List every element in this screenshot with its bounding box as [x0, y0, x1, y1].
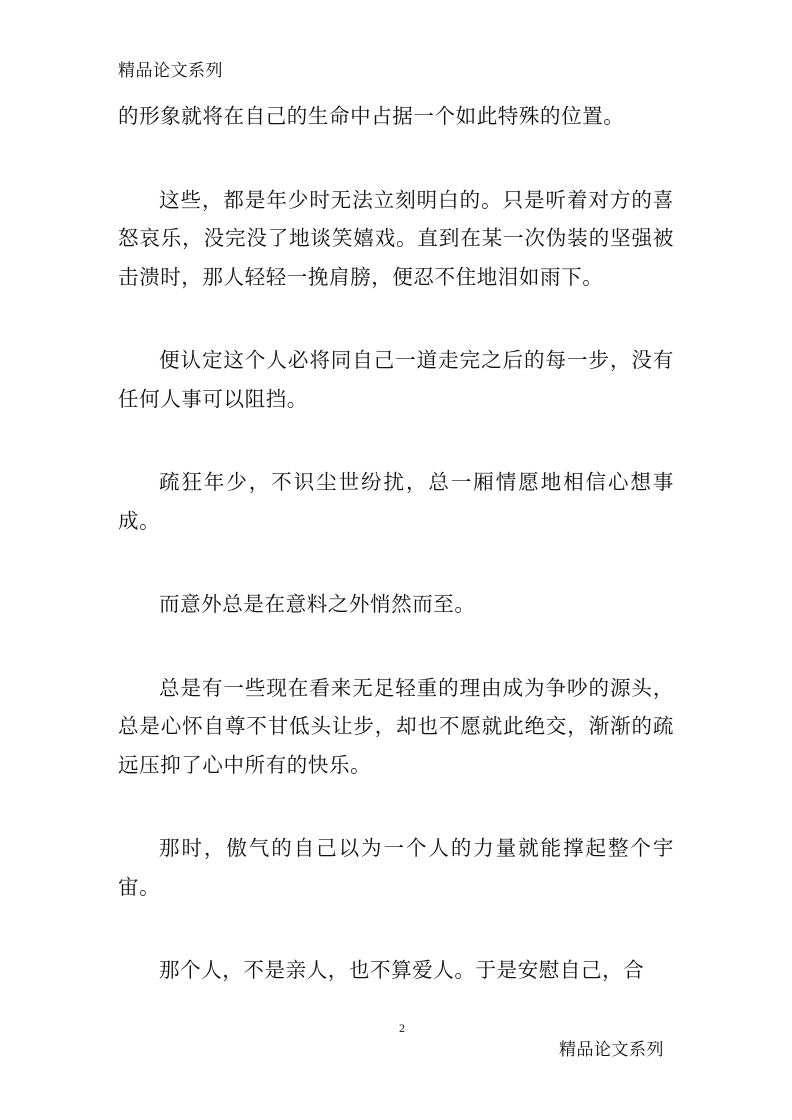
paragraph: 那个人，不是亲人，也不算爱人。于是安慰自己，合 [159, 958, 645, 982]
page-number: 2 [399, 1021, 405, 1035]
paragraph: 便认定这个人必将同自己一道走完之后的每一步，没有任何人事可以阻挡。 [118, 348, 674, 411]
document-body [118, 97, 674, 1035]
paragraph: 那时，傲气的自己以为一个人的力量就能撑起整个宇宙。 [118, 836, 674, 899]
paragraph: 总是有一些现在看来无足轻重的理由成为争吵的源头，总是心怀自尊不甘低头让步，却也不愿就此绝交，渐渐的疏远压抑了心中所有的快乐。 [118, 675, 674, 777]
paragraph: 而意外总是在意料之外悄然而至。 [159, 592, 476, 616]
page-header: 精品论文系列 [118, 61, 223, 81]
paragraph-continuation: 的形象就将在自己的生命中占据一个如此特殊的位置。 [118, 104, 625, 128]
paragraph: 疏狂年少，不识尘世纷扰，总一厢情愿地相信心想事成。 [118, 470, 674, 533]
paragraph: 这些，都是年少时无法立刻明白的。只是听着对方的喜怒哀乐，没完没了地谈笑嬉戏。直到在某一次伪装的坚强被击溃时，那人轻轻一挽肩膀，便忍不住地泪如雨下。 [118, 187, 674, 289]
page-footer: 精品论文系列 [559, 1040, 664, 1060]
